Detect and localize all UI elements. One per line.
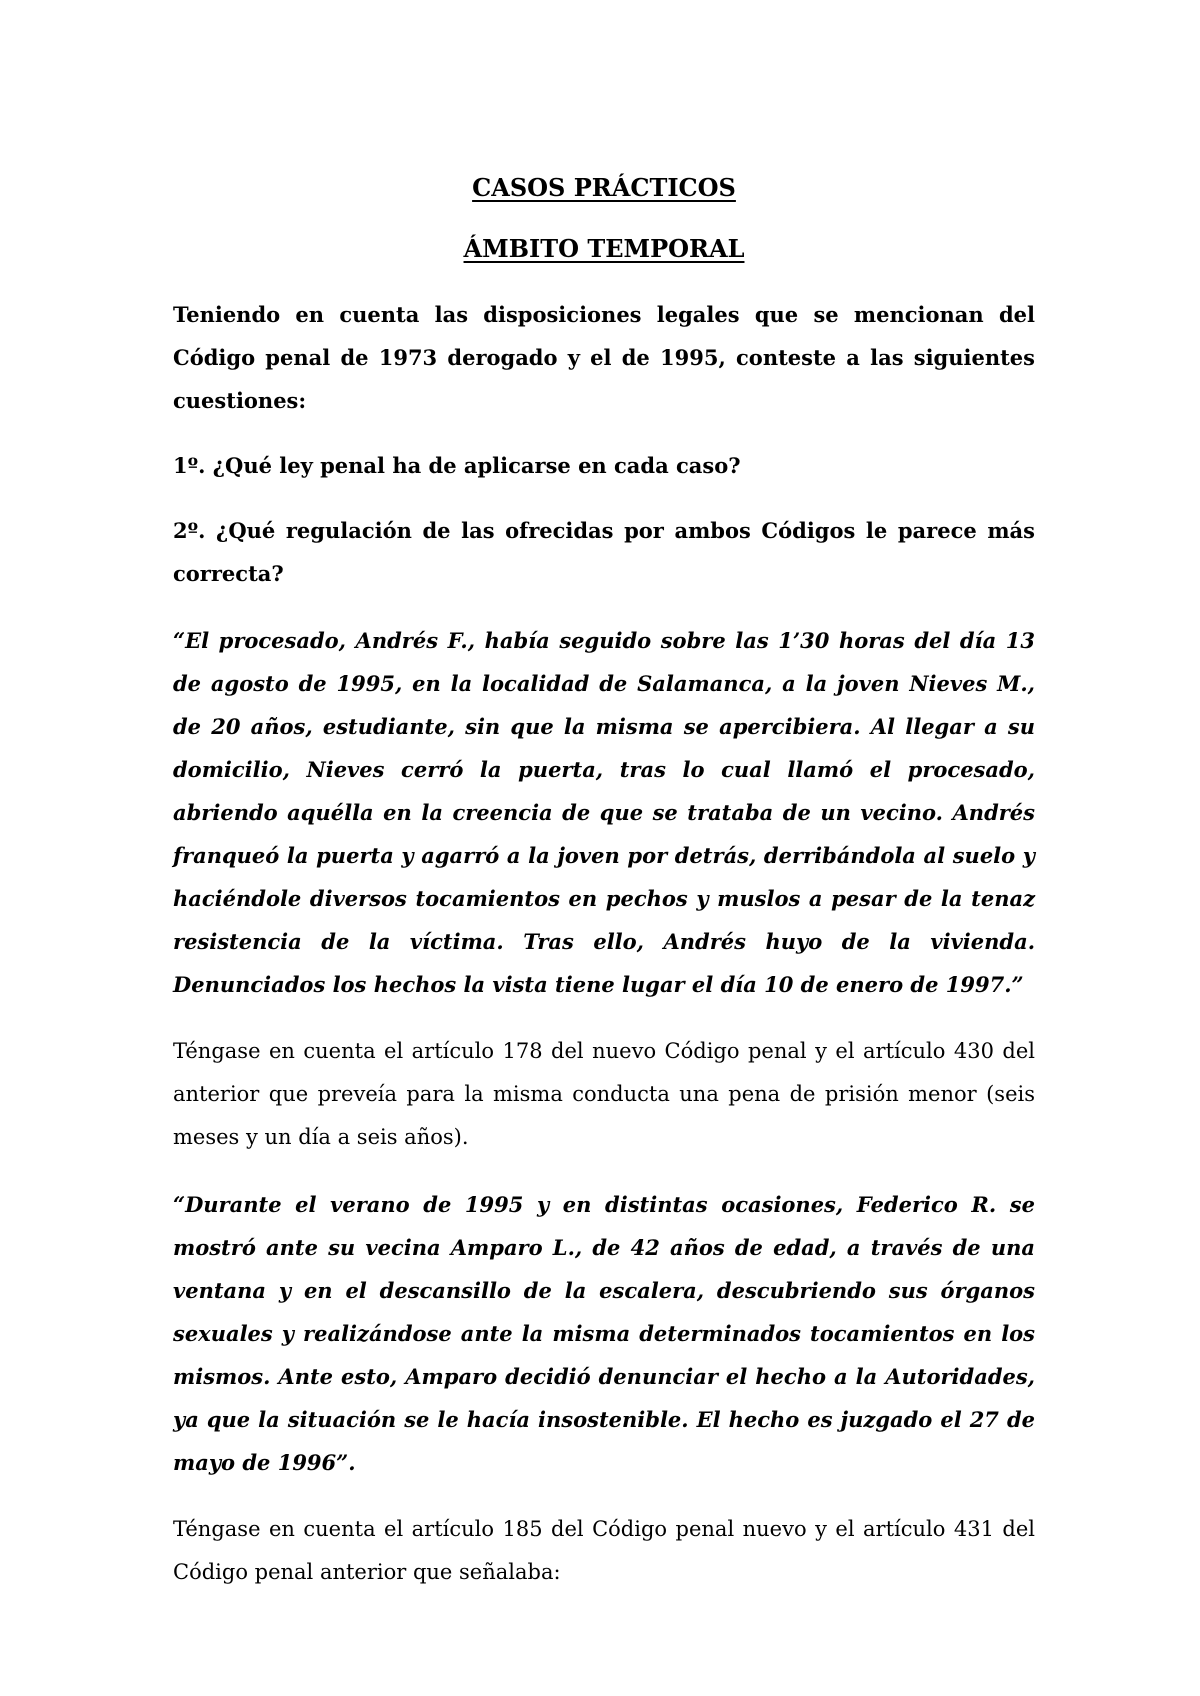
document-page <box>173 150 1035 1594</box>
question-2: 2º. ¿Qué regulación de las ofrecidas por ambos Códigos le parece más correcta? <box>173 518 1035 586</box>
case-2-note: Téngase en cuenta el artículo 185 del Código penal nuevo y el artículo 431 del Código penal anterior que señalaba: <box>173 1517 1035 1584</box>
document-subtitle: ÁMBITO TEMPORAL <box>463 234 745 263</box>
case-1-note: Téngase en cuenta el artículo 178 del nuevo Código penal y el artículo 430 del anterior que preveía para la misma conducta una pena de prisión menor (seis meses y un día a seis años). <box>173 1039 1035 1149</box>
intro-paragraph: Teniendo en cuenta las disposiciones legales que se mencionan del Código penal de 1973 derogado y el de 1995, conteste a las siguientes cuestiones: <box>173 302 1035 413</box>
case-2-narrative: “Durante el verano de 1995 y en distintas ocasiones, Federico R. se mostró ante su vecina Amparo L., de 42 años de edad, a través de una ventana y en el descansillo de la escalera, descubriendo sus órganos sexuales y realizándose ante la misma determinados tocamientos en los mismos. Ante esto, Amparo decidió denunciar el hecho a la Autoridades, ya que la situación se le hacía insostenible. El hecho es juzgado el 27 de mayo de 1996”. <box>173 1192 1035 1475</box>
question-1: 1º. ¿Qué ley penal ha de aplicarse en cada caso? <box>173 453 741 478</box>
case-1-narrative: “El procesado, Andrés F., había seguido sobre las 1’30 horas del día 13 de agosto de 1995, en la localidad de Salamanca, a la joven Nieves M., de 20 años, estudiante, sin que la misma se apercibiera. Al llegar a su domicilio, Nieves cerró la puerta, tras lo cual llamó el procesado, abriendo aquélla en la creencia de que se trataba de un vecino. Andrés franqueó la puerta y agarró a la joven por detrás, derribándola al suelo y haciéndole diversos tocamientos en pechos y muslos a pesar de la tenaz resistencia de la víctima. Tras ello, Andrés huyo de la vivienda. Denunciados los hechos la vista tiene lugar el día 10 de enero de 1997.” <box>173 628 1035 997</box>
document-title: CASOS PRÁCTICOS <box>472 173 736 202</box>
